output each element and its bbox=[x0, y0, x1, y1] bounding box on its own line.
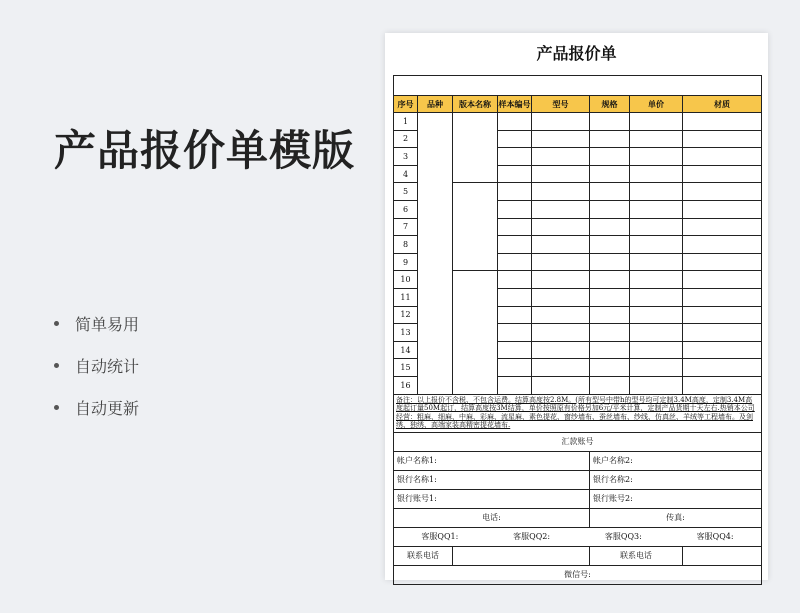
item-cell bbox=[532, 341, 590, 359]
item-cell bbox=[683, 236, 762, 254]
contact-phone-label-1: 联系电话 bbox=[394, 546, 453, 565]
item-cell bbox=[630, 376, 683, 394]
item-cell bbox=[498, 271, 532, 289]
header-row bbox=[394, 96, 762, 113]
item-cell bbox=[498, 359, 532, 377]
qq-label: 客服QQ4: bbox=[696, 532, 734, 541]
contact-phone-value-2 bbox=[683, 546, 762, 565]
qq-label: 客服QQ2: bbox=[513, 532, 551, 541]
account-name-1: 帐户名称1: bbox=[394, 451, 590, 470]
item-cell bbox=[630, 113, 683, 131]
item-cell bbox=[590, 324, 630, 342]
qq-row bbox=[394, 527, 762, 546]
item-cell bbox=[498, 148, 532, 166]
item-cell bbox=[683, 271, 762, 289]
contact-phone-label-2: 联系电话 bbox=[590, 546, 683, 565]
item-cell bbox=[630, 341, 683, 359]
item-cell bbox=[498, 183, 532, 201]
feature-label: 简单易用 bbox=[75, 314, 140, 334]
item-cell bbox=[590, 288, 630, 306]
wechat-row bbox=[394, 565, 762, 584]
item-cell bbox=[498, 113, 532, 131]
item-cell bbox=[532, 306, 590, 324]
phone-fax-row bbox=[394, 508, 762, 527]
item-cell bbox=[590, 165, 630, 183]
header-cell: 规格 bbox=[590, 96, 630, 113]
item-cell bbox=[683, 165, 762, 183]
wechat-label: 微信号: bbox=[394, 565, 762, 584]
item-cell bbox=[498, 218, 532, 236]
item-cell bbox=[498, 130, 532, 148]
item-cell bbox=[683, 306, 762, 324]
item-cell bbox=[498, 200, 532, 218]
item-cell bbox=[590, 253, 630, 271]
version-name-cell bbox=[453, 271, 498, 394]
item-cell bbox=[532, 200, 590, 218]
row-number: 14 bbox=[394, 341, 418, 359]
item-cell bbox=[590, 271, 630, 289]
account-name-row bbox=[394, 451, 762, 470]
qq-cell bbox=[394, 527, 762, 546]
item-cell bbox=[630, 324, 683, 342]
item-cell bbox=[630, 288, 683, 306]
quote-sheet bbox=[385, 33, 768, 580]
row-number: 16 bbox=[394, 376, 418, 394]
row-number: 7 bbox=[394, 218, 418, 236]
item-cell bbox=[590, 113, 630, 131]
row-number: 12 bbox=[394, 306, 418, 324]
feature-item bbox=[54, 312, 139, 334]
item-cell bbox=[683, 253, 762, 271]
row-number: 4 bbox=[394, 165, 418, 183]
item-cell bbox=[498, 253, 532, 271]
header-cell: 样本编号 bbox=[498, 96, 532, 113]
note-row bbox=[394, 394, 762, 432]
item-cell bbox=[532, 148, 590, 166]
item-cell bbox=[683, 288, 762, 306]
account-header-row bbox=[394, 432, 762, 451]
item-cell bbox=[590, 306, 630, 324]
header-cell: 品种 bbox=[418, 96, 453, 113]
phone-label: 电话: bbox=[394, 508, 590, 527]
contact-phone-value-1 bbox=[453, 546, 590, 565]
row-number: 15 bbox=[394, 359, 418, 377]
item-cell bbox=[683, 359, 762, 377]
fax-label: 传真: bbox=[590, 508, 762, 527]
qq-label: 客服QQ3: bbox=[604, 532, 642, 541]
item-cell bbox=[590, 183, 630, 201]
item-cell bbox=[683, 183, 762, 201]
bullet-icon bbox=[54, 363, 59, 368]
quote-table bbox=[393, 75, 762, 585]
account-header: 汇款账号 bbox=[394, 432, 762, 451]
item-cell bbox=[532, 288, 590, 306]
bank-account-row bbox=[394, 489, 762, 508]
item-cell bbox=[683, 324, 762, 342]
item-cell bbox=[683, 218, 762, 236]
item-cell bbox=[590, 359, 630, 377]
item-cell bbox=[590, 376, 630, 394]
item-cell bbox=[683, 200, 762, 218]
row-number: 8 bbox=[394, 236, 418, 254]
item-cell bbox=[590, 341, 630, 359]
bullet-icon bbox=[54, 405, 59, 410]
bank-name-1: 银行名称1: bbox=[394, 470, 590, 489]
item-cell bbox=[532, 183, 590, 201]
row-number: 6 bbox=[394, 200, 418, 218]
row-number: 2 bbox=[394, 130, 418, 148]
qq-label: 客服QQ1: bbox=[421, 532, 459, 541]
item-cell bbox=[630, 148, 683, 166]
item-cell bbox=[683, 130, 762, 148]
item-cell bbox=[630, 130, 683, 148]
version-name-cell bbox=[453, 183, 498, 271]
item-cell bbox=[498, 341, 532, 359]
header-cell: 材质 bbox=[683, 96, 762, 113]
bank-account-2: 银行账号2: bbox=[590, 489, 762, 508]
item-cell bbox=[590, 218, 630, 236]
item-cell bbox=[532, 218, 590, 236]
item-cell bbox=[683, 341, 762, 359]
feature-list bbox=[54, 312, 139, 438]
item-cell bbox=[630, 306, 683, 324]
item-cell bbox=[630, 200, 683, 218]
item-cell bbox=[532, 130, 590, 148]
item-cell bbox=[630, 183, 683, 201]
item-cell bbox=[630, 271, 683, 289]
item-cell bbox=[532, 359, 590, 377]
row-number: 1 bbox=[394, 113, 418, 131]
item-cell bbox=[498, 165, 532, 183]
note-cell: 备注：以上报价不含税、不包含运费。结算高度按2.8M。(所有型号中带h的型号均可定制3.4M高度，定制3.4M高度起订量50M起订，结算高度按3M结算，单价按照原有价格另加6元/平米计算，定制产品货期十天左右.热销本公司经营：粗麻、细麻、中麻、彩麻、流星麻、素色提花、窗纱墙布、蚕丝墙布、纱线、仿真丝、羊绒等工程墙布。及剑绣、独绣、高端家装高精密提花墙布. bbox=[394, 394, 762, 432]
promo-title: 产品报价单模版 bbox=[54, 126, 356, 175]
blank-row bbox=[394, 76, 762, 96]
row-number: 13 bbox=[394, 324, 418, 342]
item-cell bbox=[532, 376, 590, 394]
item-cell bbox=[590, 130, 630, 148]
bullet-icon bbox=[54, 321, 59, 326]
header-cell: 单价 bbox=[630, 96, 683, 113]
item-cell bbox=[532, 165, 590, 183]
sheet-title: 产品报价单 bbox=[536, 44, 617, 63]
bank-account-1: 银行账号1: bbox=[394, 489, 590, 508]
row-number: 11 bbox=[394, 288, 418, 306]
item-cell bbox=[630, 165, 683, 183]
item-cell bbox=[532, 324, 590, 342]
item-cell bbox=[590, 148, 630, 166]
item-cell bbox=[683, 148, 762, 166]
header-cell: 序号 bbox=[394, 96, 418, 113]
item-cell bbox=[683, 376, 762, 394]
blank-cell bbox=[394, 76, 762, 96]
row-number: 9 bbox=[394, 253, 418, 271]
item-cell bbox=[498, 324, 532, 342]
item-row bbox=[394, 113, 762, 131]
feature-label: 自动统计 bbox=[75, 356, 140, 376]
item-cell bbox=[630, 236, 683, 254]
item-cell bbox=[630, 253, 683, 271]
item-cell bbox=[532, 113, 590, 131]
item-cell bbox=[532, 253, 590, 271]
feature-label: 自动更新 bbox=[75, 398, 140, 418]
item-cell bbox=[590, 236, 630, 254]
feature-item bbox=[54, 396, 139, 418]
item-cell bbox=[683, 113, 762, 131]
version-name-cell bbox=[453, 113, 498, 183]
item-cell bbox=[532, 236, 590, 254]
bank-name-row bbox=[394, 470, 762, 489]
item-cell bbox=[532, 271, 590, 289]
item-cell bbox=[630, 218, 683, 236]
item-cell bbox=[498, 306, 532, 324]
bank-name-2: 银行名称2: bbox=[590, 470, 762, 489]
account-name-2: 帐户名称2: bbox=[590, 451, 762, 470]
item-cell bbox=[498, 236, 532, 254]
row-number: 10 bbox=[394, 271, 418, 289]
row-number: 5 bbox=[394, 183, 418, 201]
item-cell bbox=[498, 376, 532, 394]
header-cell: 型号 bbox=[532, 96, 590, 113]
header-cell: 版本名称 bbox=[453, 96, 498, 113]
variety-cell bbox=[418, 113, 453, 395]
item-cell bbox=[630, 359, 683, 377]
contact-phone-row bbox=[394, 546, 762, 565]
row-number: 3 bbox=[394, 148, 418, 166]
feature-item bbox=[54, 354, 139, 376]
item-cell bbox=[590, 200, 630, 218]
item-cell bbox=[498, 288, 532, 306]
